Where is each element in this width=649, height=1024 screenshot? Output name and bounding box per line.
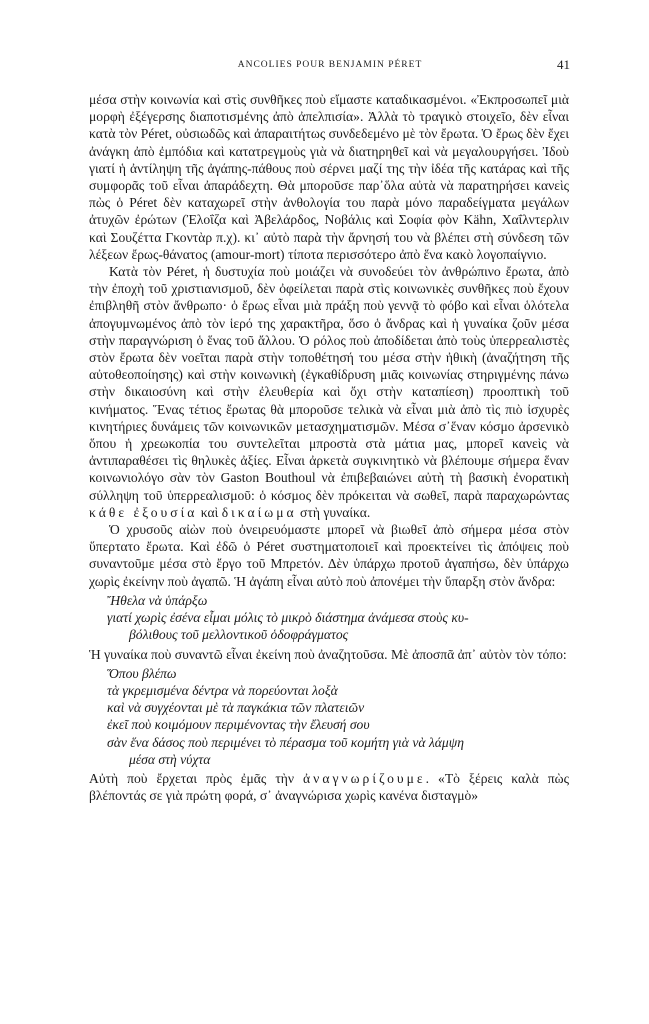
poem-line: καὶ νὰ συγχέονται μὲ τὰ παγκάκια τῶν πλατειῶν bbox=[107, 700, 365, 716]
emphasis-text: ἀναγνωρίζουμε bbox=[303, 770, 426, 786]
paragraph-text: Κατὰ τὸν Péret, ἡ δυστυχία ποὺ μοιάζει νὰ συνοδεύει τὸν ἀνθρώπινο ἔρωτα, ἀπὸ τὴν ἐποχὴ τοῦ χριστιανισμοῦ, δὲν ὀφείλεται παρὰ στὶς κοινωνικὲς συνθῆκες ποὺ ἔχουν ἐπιβληθῆ στὸν ἄνθρωπο· ὁ ἔρως εἶναι μιὰ πράξη ποὺ γεννᾷ τὸ φόβο καὶ εἶναι ὁλότελα ἀπογυμνωμένος ἀπὸ τὸν ἱερό της χαρακτῆρα, ὅσο ὁ ἄνδρας καὶ ἡ γυναίκα ζοῦν μέσα στὴν παραγνώριση ὁ ἕνας τοῦ ἄλλου. Ὁ ρόλος ποὺ ἀποδίδεται ἀπὸ τοὺς ὑπερρεαλιστὲς στὸν ἔρωτα δὲν νοεῖται παρὰ στὴν τοποθέτησή του μέσα στὴν ἠθικὴ (ἀναζήτηση τῆς αὐτοθεοποίησης) καὶ στὴν κοινωνικὴ (ἐγκαθίδρυση μιᾶς κοινωνίας στηριγμένης πάνω στὴν δικαιοσύνη καὶ στὴν ἐλευθερία καὶ ὄχι στὴν καταπίεση) προοπτικὴ τοῦ κινήματος. Ἕνας τέτιος ἔρωτας θὰ μποροῦσε τελικὰ νὰ εἶναι μιὰ ἀπὸ τὶς πιὸ ἰσχυρὲς κινητήριες δυνάμεις τῶν κοινωνικῶν μετασχηματισμῶν. Μέσα σ᾽ἕναν κόσμο ἀρσενικὸ ὅπου ἡ χρεωκοπία του συντελεῖται μπροστὰ στὰ μάτια μας, μπορεῖ κανεὶς νὰ ἀντιπαραθέσει τὶς θηλυκὲς ἀξίες. Εἶναι ἀρκετὰ συγκινητικὸ νὰ βλέπουμε σήμερα ἕναν κοινωνιολόγο σὰν τὸν Gaston Bouthoul νὰ ἐπιβεβαιώνει αὐτὴ τὴ βασικὴ ἐνορατικὴ σύλληψη τοῦ ὑπερρεαλισμοῦ: ὁ κόσμος δὲν πρόκειται νὰ σωθεῖ, παρὰ παραχωρώντας bbox=[89, 264, 569, 503]
emphasis-text: κάθε ἐξουσία bbox=[89, 504, 198, 520]
poem-line: τὰ γκρεμισμένα δέντρα νὰ πορεύονται λοξὰ bbox=[107, 682, 338, 698]
paragraph-text: . «Τὸ ξέρεις καλὰ πὼς βλέποντάς σε γιὰ πρώτη φορά, σ᾽ ἀναγνώρισα χωρὶς κανένα δισταγμὸ» bbox=[89, 770, 569, 804]
paragraph: Ὁ χρυσοῦς αἰὼν ποὺ ὀνειρευόμαστε μπορεῖ νὰ βιωθεῖ ἀπὸ σήμερα μέσα στὸν ὕπερτατο ἔρωτα. Καὶ ἐδῶ ὁ Péret συστηματοποιεῖ καὶ προεκτείνει τὶς ἀπόψεις ποὺ συναντοῦμε μέσα στὸ ἔργο τοῦ Μπρετόν. Δὲν ὑπάρχω προτοῦ ἀγαπήσω, δὲν ὑπάρχω χωρὶς ἐκείνην ποὺ ἀγαπῶ. Ἡ ἀγάπη εἶναι αὐτὸ ποὺ ἀπονέμει τὴν ὕπαρξη στὸν ἄνδρα: bbox=[89, 522, 569, 589]
paragraph: Ἡ γυναίκα ποὺ συναντῶ εἶναι ἐκείνη ποὺ ἀναζητοῦσα. Μὲ ἀποσπᾶ ἀπ᾽ αὐτὸν τὸν τόπο: bbox=[89, 646, 567, 662]
poem-line: Ἤθελα νὰ ὑπάρξω bbox=[107, 592, 208, 608]
paragraph bbox=[89, 770, 569, 804]
paragraph-text: στὴ γυναίκα. bbox=[300, 504, 371, 520]
poem-line: Ὅπου βλέπω bbox=[107, 665, 177, 681]
running-head: ANCOLIES POUR BENJAMIN PÉRET bbox=[237, 60, 423, 70]
poem-line: ἐκεῖ ποὺ κοιμόμουν περιμένοντας τὴν ἔλευσή σου bbox=[107, 717, 370, 733]
poem-line: μέσα στὴ νύχτα bbox=[129, 751, 211, 767]
paragraph-text: Αὐτὴ ποὺ ἔρχεται πρὸς ἐμᾶς τὴν bbox=[89, 770, 295, 786]
emphasis-text: δικαίωμα bbox=[221, 504, 297, 520]
poem-quote bbox=[107, 665, 569, 768]
paragraph-text: καὶ bbox=[200, 504, 219, 520]
poem-line: γιατί χωρὶς ἐσένα εἶμαι μόλις τὸ μικρὸ διάστημα ἀνάμεσα στοὺς κυ- bbox=[107, 610, 469, 626]
page-number: 41 bbox=[557, 57, 570, 72]
poem-line: βόλιθους τοῦ μελλοντικοῦ ὁδοφράγματος bbox=[129, 627, 349, 643]
body-text bbox=[89, 91, 569, 804]
paragraph: μέσα στὴν κοινωνία καὶ στὶς συνθῆκες ποὺ εἴμαστε καταδικασμένοι. «Ἐκπροσωπεῖ μιὰ μορφὴ ἐξέγερσης διαποτισμένης ἀπὸ ἀπελπισία». Ἀλλὰ τὸ τραγικὸ στοιχεῖο, δὲν εἶναι κατὰ τὸν Péret, οὐσιωδῶς καὶ ἀπαραιτήτως συνδεδεμένο μὲ τὸν ἔρωτα. Ὁ ἔρως δὲν ἔχει ἀνάγκη ἀπὸ ἐμπόδια καὶ κατατρεγμοὺς γιὰ νὰ διατηρηθεῖ καὶ νὰ μεγαλουργήσει. Ἰδοὺ γιατί ἡ ἀντίληψη τῆς ἀγάπης-πάθους ποὺ σέρνει μαζί της τὴν ἰδέα τῆς κατάρας καὶ τῆς συμφορᾶς τοῦ εἶναι ἀπαράδεχτη. Θὰ μποροῦσε παρ᾽ὅλα αὐτὰ νὰ παρατηρήσει κανεὶς πὼς ὁ Péret δὲν καταχωρεῖ στὴν ἀνθολογία του παρὰ μόνο παραδείγματα μεγάλων ἀτυχῶν ἐρώτων (Ἐλοΐζα καὶ Ἀβελάρδος, Νοβάλις καὶ Σοφία φὸν Kähn, Χαΐλντερλιν καὶ Σουζέττα Γκοντὰρ π.χ). κι᾽ αὐτὸ παρὰ τὴν ἄρνησή του νὰ βλέπει στὴ σύνδεση τῶν λέξεων ἔρως-θάνατος (amour-mort) τίποτα περισσότερο ἀπὸ ἕνα κακὸ λογοπαίγνιο. bbox=[89, 92, 569, 262]
poem-line: σὰν ἕνα δάσος ποὺ περιμένει τὸ πέρασμα τοῦ κομήτη γιὰ νὰ λάμψη bbox=[107, 734, 464, 750]
paragraph bbox=[89, 263, 569, 521]
poem-quote bbox=[107, 592, 569, 644]
